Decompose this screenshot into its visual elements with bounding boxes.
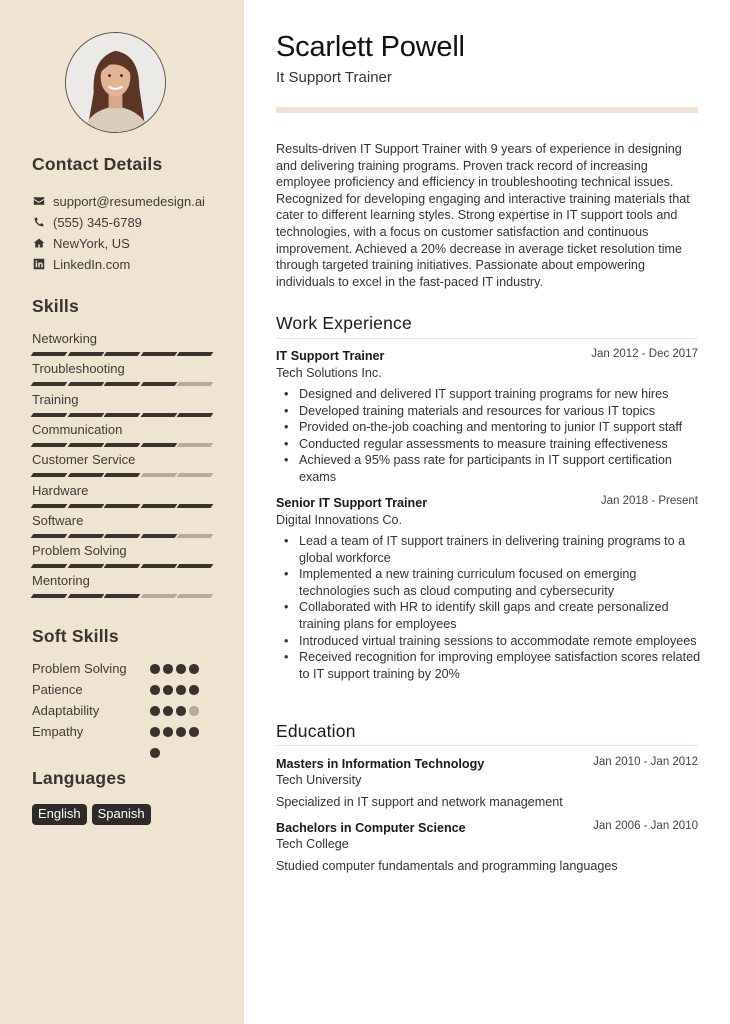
rating-segment <box>67 594 103 598</box>
skill-rating-bar <box>32 413 212 417</box>
rating-segment <box>140 473 176 477</box>
rating-segment <box>104 413 140 417</box>
skill-item <box>32 392 212 417</box>
rating-segment <box>31 564 67 568</box>
rating-segment <box>104 504 140 508</box>
job-title: Senior IT Support Trainer <box>276 496 428 510</box>
rating-segment <box>31 504 67 508</box>
profile-photo <box>66 33 165 132</box>
skill-item <box>32 573 212 598</box>
list-item: • Introduced virtual training sessions to accommodate remote employees <box>276 633 702 650</box>
rating-dot <box>163 664 173 674</box>
rating-segment <box>104 564 140 568</box>
section-divider <box>276 745 698 746</box>
linkedin-icon <box>32 258 45 271</box>
rating-segment <box>31 594 67 598</box>
rating-dot <box>150 706 160 716</box>
rating-segment <box>177 473 213 477</box>
rating-dot <box>176 685 186 695</box>
skill-rating-bar <box>32 473 212 477</box>
list-item: • Achieved a 95% pass rate for participants in IT support certification exams <box>276 452 702 485</box>
skill-label: Communication <box>32 421 123 437</box>
rating-segment <box>31 534 67 538</box>
education-description: Studied computer fundamentals and programming languages <box>276 859 618 873</box>
phone-icon <box>32 216 45 229</box>
language-badge: English <box>32 804 87 825</box>
rating-segment <box>177 413 213 417</box>
sidebar <box>0 0 244 1024</box>
header-divider <box>276 107 698 113</box>
rating-segment <box>140 594 176 598</box>
rating-dot <box>189 706 199 716</box>
soft-skill-label: Patience <box>32 682 83 697</box>
skill-label: Networking <box>32 331 98 346</box>
education-description: Specialized in IT support and network management <box>276 795 563 809</box>
education-dates: Jan 2006 - Jan 2010 <box>593 820 698 832</box>
list-item: • Implemented a new training curriculum focused on emerging technologies such as cloud computing and cybersecurity <box>276 566 702 599</box>
list-item: • Developed training materials and resources for various IT topics <box>276 403 702 420</box>
skill-label: Software <box>32 512 84 528</box>
rating-segment <box>177 382 213 386</box>
contact-details-heading: Contact Details <box>32 154 163 174</box>
list-item: • Designed and delivered IT support training programs for new hires <box>276 386 702 403</box>
rating-dot <box>176 664 186 674</box>
soft-skill-rating-overflow <box>150 748 160 758</box>
rating-segment <box>140 413 176 417</box>
rating-dot <box>150 748 160 758</box>
rating-dot <box>176 727 186 737</box>
school-name: Tech University <box>276 773 362 787</box>
degree-title: Bachelors in Computer Science <box>276 821 466 835</box>
phone-text: (555) 345-6789 <box>53 214 142 230</box>
list-item: • Conducted regular assessments to measure training effectiveness <box>276 436 702 453</box>
candidate-name: Scarlett Powell <box>276 31 465 63</box>
summary-paragraph: Results-driven IT Support Trainer with 9 years of experience in designing and delivering training programs. Proven track record of increasing employee proficiency and efficiency in troubleshooting technical issues. Recognized for developing engaging and interactive training materials that cater to different learning styles. Strong expertise in IT support tools and technologies, with a focus on customer satisfaction and continuous improvement. Achieved a 20% decrease in average ticket resolution time through targeted training initiatives. Passionate about empowering individuals to excel in the fast-paced IT industry. <box>276 142 690 289</box>
avatar <box>65 32 166 133</box>
education-dates: Jan 2010 - Jan 2012 <box>593 756 698 768</box>
soft-skill-label: Problem Solving <box>32 661 127 676</box>
rating-segment <box>67 504 103 508</box>
job-title: IT Support Trainer <box>276 349 385 363</box>
linkedin-text: LinkedIn.com <box>53 256 131 272</box>
languages-heading: Languages <box>32 768 127 788</box>
rating-segment <box>140 504 176 508</box>
rating-dot <box>150 664 160 674</box>
location-text: NewYork, US <box>53 235 130 251</box>
soft-skill-rating <box>150 727 199 737</box>
soft-skill-label: Adaptability <box>32 703 100 718</box>
rating-segment <box>31 382 67 386</box>
rating-dot <box>189 727 199 737</box>
school-name: Tech College <box>276 837 349 851</box>
rating-segment <box>67 564 103 568</box>
list-item: • Collaborated with HR to identify skill gaps and create personalized training plans for employees <box>276 599 702 632</box>
skill-label: Troubleshooting <box>32 361 125 377</box>
rating-segment <box>140 534 176 538</box>
job-dates: Jan 2018 - Present <box>600 495 698 507</box>
contact-email[interactable] <box>32 192 205 210</box>
rating-segment <box>140 564 176 568</box>
skill-item <box>32 331 212 356</box>
rating-segment <box>31 413 67 417</box>
rating-segment <box>67 382 103 386</box>
contact-phone[interactable] <box>32 213 142 231</box>
skill-item <box>32 543 212 568</box>
rating-segment <box>67 443 103 447</box>
languages-list <box>32 804 151 825</box>
contact-location <box>32 234 130 252</box>
rating-segment <box>104 534 140 538</box>
skills-heading: Skills <box>32 296 79 316</box>
soft-skill-rating <box>150 664 199 674</box>
rating-segment <box>140 352 176 356</box>
rating-dot <box>189 664 199 674</box>
home-icon <box>32 237 45 250</box>
skill-label: Problem Solving <box>32 543 127 559</box>
skill-label: Hardware <box>32 482 89 498</box>
job-bullets <box>276 533 702 682</box>
rating-segment <box>104 473 140 477</box>
rating-segment <box>67 352 103 356</box>
skill-label: Training <box>32 391 79 407</box>
rating-segment <box>31 473 67 477</box>
rating-dot <box>150 685 160 695</box>
rating-segment <box>67 534 103 538</box>
job-company: Digital Innovations Co. <box>276 513 403 527</box>
soft-skills-heading: Soft Skills <box>32 626 119 646</box>
email-text: support@resumedesign.ai <box>53 193 205 209</box>
skill-rating-bar <box>32 534 212 538</box>
rating-segment <box>177 594 213 598</box>
soft-skill-label: Empathy <box>32 724 84 739</box>
skill-item <box>32 361 212 386</box>
skill-rating-bar <box>32 564 212 568</box>
candidate-title: It Support Trainer <box>276 69 392 86</box>
skill-label: Mentoring <box>32 573 90 589</box>
rating-dot <box>163 727 173 737</box>
envelope-icon <box>32 195 45 208</box>
skill-item <box>32 513 212 538</box>
contact-linkedin[interactable] <box>32 255 130 273</box>
rating-segment <box>31 443 67 447</box>
section-divider <box>276 338 698 339</box>
soft-skill-rating <box>150 706 199 716</box>
rating-dot <box>163 706 173 716</box>
job-company: Tech Solutions Inc. <box>276 366 382 380</box>
skill-label: Customer Service <box>32 452 136 468</box>
rating-dot <box>189 685 199 695</box>
job-bullets <box>276 386 702 486</box>
rating-segment <box>140 443 176 447</box>
rating-segment <box>177 443 213 447</box>
rating-segment <box>31 352 67 356</box>
degree-title: Masters in Information Technology <box>276 757 485 771</box>
skill-rating-bar <box>32 352 212 356</box>
rating-segment <box>177 564 213 568</box>
rating-segment <box>104 382 140 386</box>
list-item: • Received recognition for improving employee satisfaction scores related to IT support training by 20% <box>276 649 702 682</box>
rating-dot <box>163 685 173 695</box>
list-item: • Lead a team of IT support trainers in delivering training programs to a global workforce <box>276 533 702 566</box>
skill-rating-bar <box>32 382 212 386</box>
rating-dot <box>176 706 186 716</box>
skill-item <box>32 483 212 508</box>
language-badge: Spanish <box>92 804 151 825</box>
rating-segment <box>177 504 213 508</box>
main-content <box>244 0 730 1024</box>
list-item: • Provided on-the-job coaching and mentoring to junior IT support staff <box>276 419 702 436</box>
education-heading: Education <box>276 721 356 741</box>
skill-rating-bar <box>32 594 212 598</box>
rating-segment <box>104 352 140 356</box>
job-dates: Jan 2012 - Dec 2017 <box>591 348 698 360</box>
rating-segment <box>177 534 213 538</box>
rating-segment <box>140 382 176 386</box>
rating-dot <box>150 727 160 737</box>
skill-item <box>32 422 212 447</box>
rating-segment <box>67 473 103 477</box>
skill-rating-bar <box>32 504 212 508</box>
rating-segment <box>67 413 103 417</box>
soft-skill-rating <box>150 685 199 695</box>
skill-rating-bar <box>32 443 212 447</box>
skill-item <box>32 452 212 477</box>
rating-segment <box>104 443 140 447</box>
rating-segment <box>104 594 140 598</box>
rating-segment <box>177 352 213 356</box>
work-experience-heading: Work Experience <box>276 313 412 333</box>
